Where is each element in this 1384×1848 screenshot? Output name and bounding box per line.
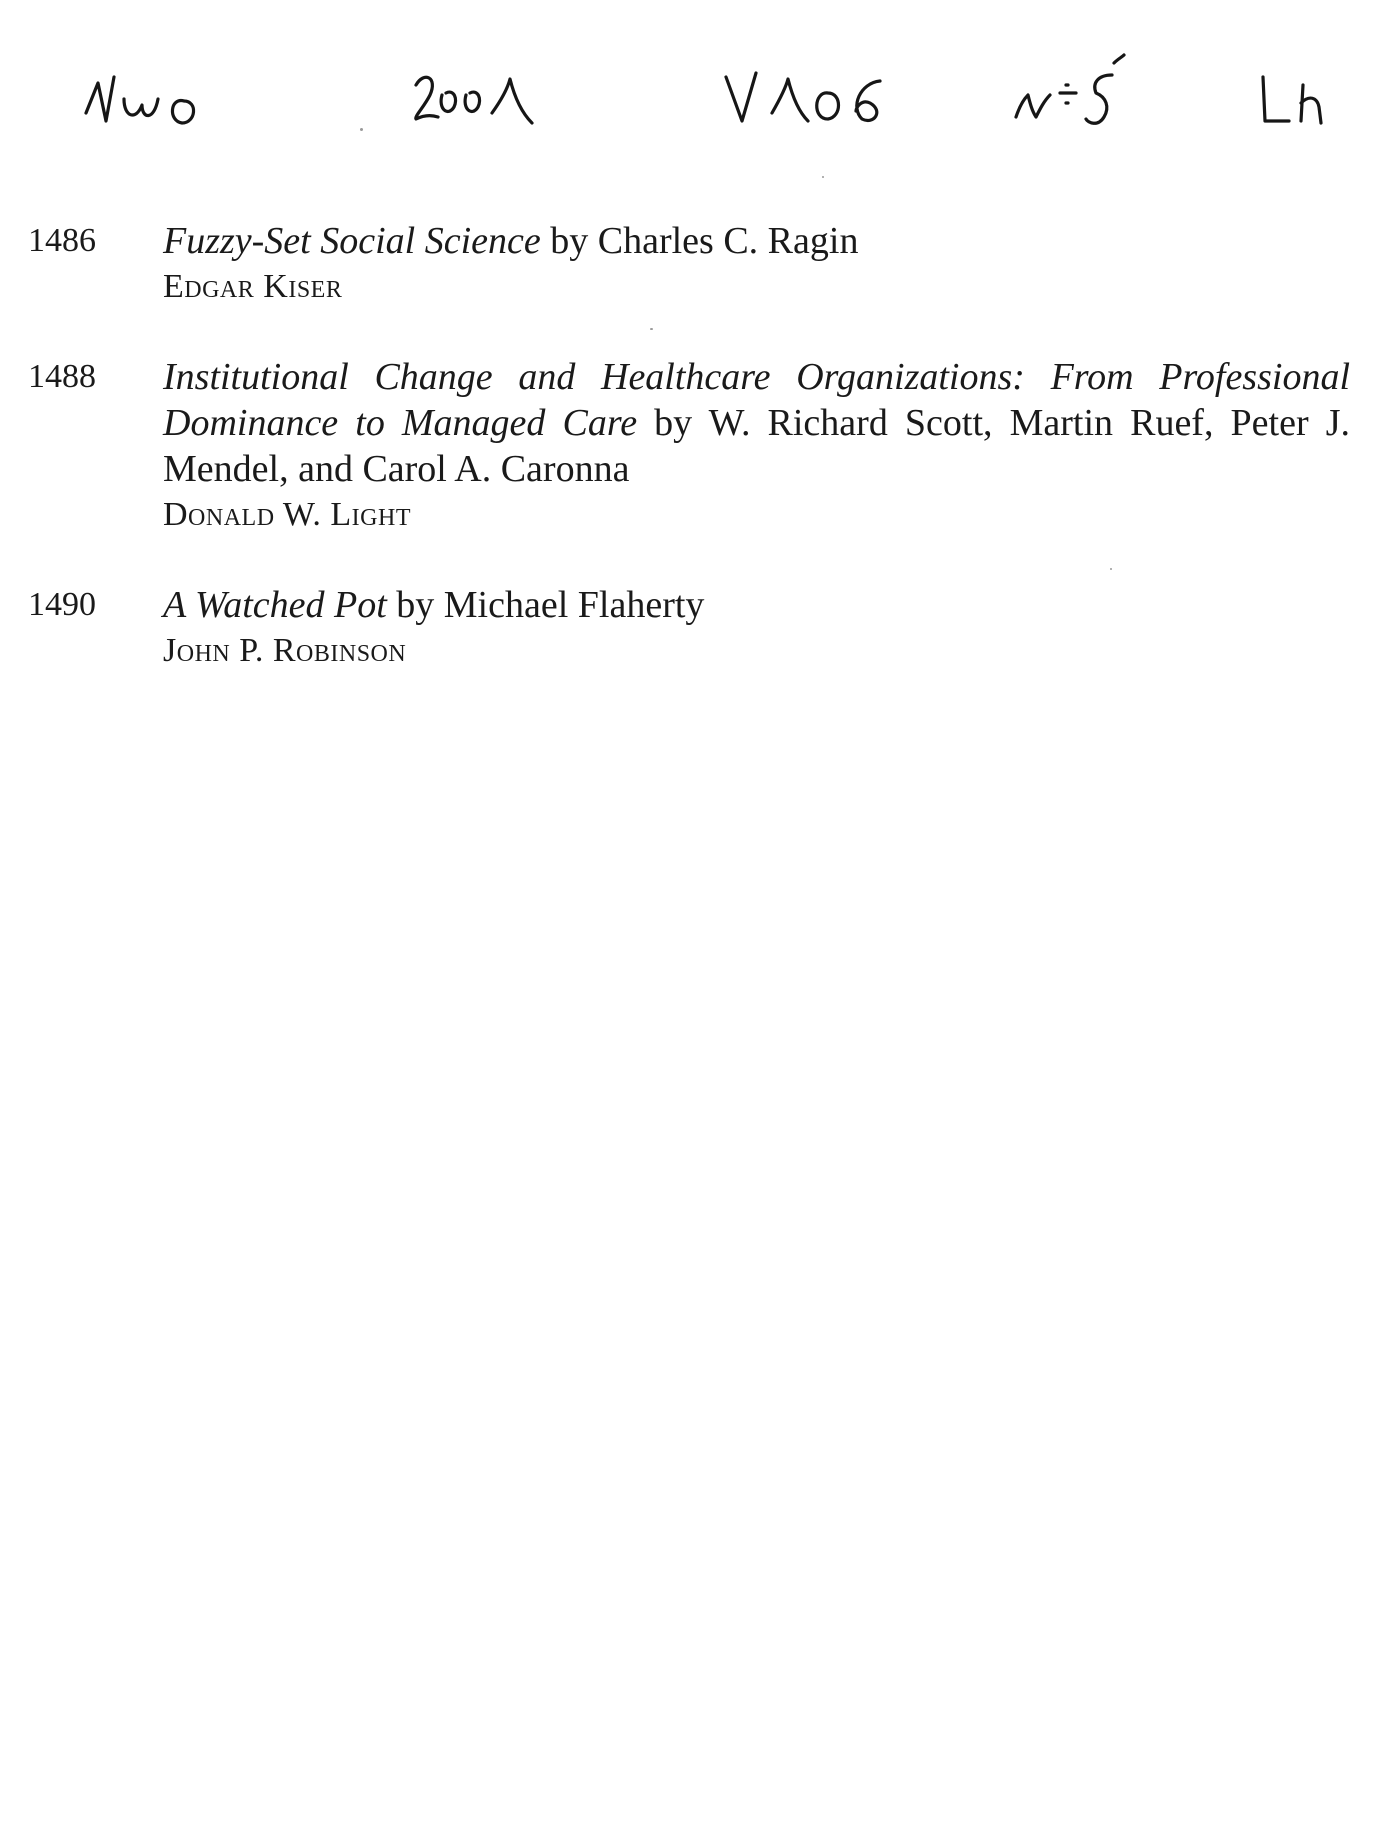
handwritten-annotation bbox=[410, 55, 545, 145]
entry-body bbox=[163, 354, 1350, 538]
page-number: 1486 bbox=[28, 222, 96, 259]
scan-speck bbox=[360, 128, 363, 131]
book-title: Fuzzy-Set Social Science bbox=[163, 220, 541, 262]
reviewer-name: Donald W. Light bbox=[163, 496, 411, 533]
handwritten-annotation bbox=[720, 55, 890, 145]
page-number: 1490 bbox=[28, 586, 96, 623]
page-number: 1488 bbox=[28, 358, 96, 395]
review-entry bbox=[0, 582, 1384, 674]
review-list bbox=[0, 218, 1384, 718]
scan-speck bbox=[1110, 568, 1112, 570]
scan-speck bbox=[822, 176, 824, 178]
handwritten-annotation bbox=[1255, 55, 1355, 145]
review-entry bbox=[0, 218, 1384, 310]
book-author: by Charles C. Ragin bbox=[540, 220, 859, 262]
book-author: by W. Richard Scott, Martin Ruef, Peter J. Mendel, and Carol A. Caronna bbox=[163, 402, 1350, 490]
handwritten-annotation bbox=[1010, 55, 1130, 145]
review-entry bbox=[0, 354, 1384, 538]
reviewer-name: Edgar Kiser bbox=[163, 268, 343, 305]
entry-body bbox=[163, 218, 1350, 310]
handwritten-annotation bbox=[80, 55, 205, 145]
handwritten-annotation bbox=[0, 55, 1384, 145]
reviewer-name: John P. Robinson bbox=[163, 632, 407, 669]
book-author: by Michael Flaherty bbox=[386, 584, 705, 626]
book-title: A Watched Pot bbox=[163, 584, 387, 626]
scan-speck bbox=[650, 328, 653, 330]
book-title: Institutional Change and Healthcare Organizations: From Professional Dominance to Managed Care bbox=[163, 356, 1350, 444]
entry-body bbox=[163, 582, 1350, 674]
